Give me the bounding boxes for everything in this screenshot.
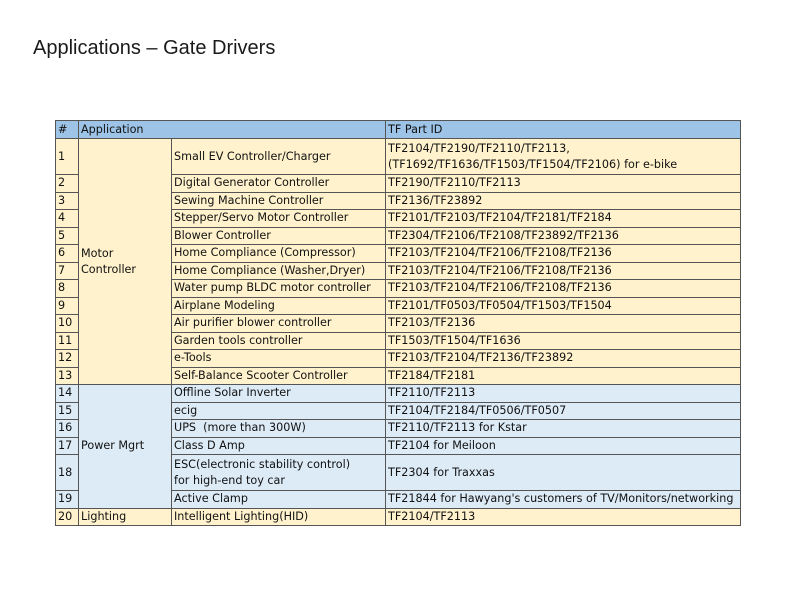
table-row <box>56 139 741 175</box>
row-number: 17 <box>56 437 79 455</box>
part-id-cell: TF2104/TF2184/TF0506/TF0507 <box>386 402 741 420</box>
row-number: 9 <box>56 297 79 315</box>
row-number: 18 <box>56 455 79 491</box>
part-id-line: (TF1692/TF1636/TF1503/TF1504/TF2106) for e-bike <box>388 157 678 171</box>
applications-table <box>55 120 741 526</box>
part-id-cell: TF2103/TF2104/TF2106/TF2108/TF2136 <box>386 280 741 298</box>
category-lighting: Lighting <box>79 508 172 526</box>
category-label: Controller <box>81 262 137 276</box>
part-id-cell: TF2190/TF2110/TF2113 <box>386 175 741 193</box>
part-id-cell: TF2103/TF2104/TF2106/TF2108/TF2136 <box>386 262 741 280</box>
application-cell: Self-Balance Scooter Controller <box>172 367 386 385</box>
row-number: 2 <box>56 175 79 193</box>
part-id-cell: TF2304/TF2106/TF2108/TF23892/TF2136 <box>386 227 741 245</box>
row-number: 20 <box>56 508 79 526</box>
application-cell: Intelligent Lighting(HID) <box>172 508 386 526</box>
row-number: 19 <box>56 491 79 509</box>
row-number: 1 <box>56 139 79 175</box>
application-cell: Class D Amp <box>172 437 386 455</box>
part-id-cell: TF2101/TF0503/TF0504/TF1503/TF1504 <box>386 297 741 315</box>
category-label: Motor <box>81 246 114 260</box>
row-number: 16 <box>56 420 79 438</box>
row-number: 11 <box>56 332 79 350</box>
part-id-cell: TF2136/TF23892 <box>386 192 741 210</box>
application-cell: Home Compliance (Compressor) <box>172 245 386 263</box>
application-cell: UPS (more than 300W) <box>172 420 386 438</box>
part-id-cell: TF2304 for Traxxas <box>386 455 741 491</box>
part-id-cell: TF2110/TF2113 <box>386 385 741 403</box>
row-number: 4 <box>56 210 79 228</box>
row-number: 13 <box>56 367 79 385</box>
row-number: 8 <box>56 280 79 298</box>
application-cell: Sewing Machine Controller <box>172 192 386 210</box>
application-cell: Garden tools controller <box>172 332 386 350</box>
part-id-cell: TF2103/TF2104/TF2106/TF2108/TF2136 <box>386 245 741 263</box>
row-number: 10 <box>56 315 79 333</box>
row-number: 5 <box>56 227 79 245</box>
application-cell: Active Clamp <box>172 491 386 509</box>
application-cell: Air purifier blower controller <box>172 315 386 333</box>
header-application: Application <box>79 121 386 139</box>
application-cell: Digital Generator Controller <box>172 175 386 193</box>
header-number: # <box>56 121 79 139</box>
application-cell: Stepper/Servo Motor Controller <box>172 210 386 228</box>
application-cell: Water pump BLDC motor controller <box>172 280 386 298</box>
row-number: 6 <box>56 245 79 263</box>
part-id-cell: TF2101/TF2103/TF2104/TF2181/TF2184 <box>386 210 741 228</box>
application-cell: ecig <box>172 402 386 420</box>
application-line: ESC(electronic stability control) <box>174 457 351 471</box>
part-id-cell: TF2104 for Meiloon <box>386 437 741 455</box>
part-id-cell: TF21844 for Hawyang's customers of TV/Monitors/networking <box>386 491 741 509</box>
part-id-cell: TF2184/TF2181 <box>386 367 741 385</box>
application-cell: Airplane Modeling <box>172 297 386 315</box>
part-id-cell: TF1503/TF1504/TF1636 <box>386 332 741 350</box>
category-power-mgrt: Power Mgrt <box>79 385 172 509</box>
part-id-cell <box>386 139 741 175</box>
header-part-id: TF Part ID <box>386 121 741 139</box>
row-number: 12 <box>56 350 79 368</box>
part-id-cell: TF2110/TF2113 for Kstar <box>386 420 741 438</box>
application-cell: Home Compliance (Washer,Dryer) <box>172 262 386 280</box>
table-row <box>56 385 741 403</box>
row-number: 14 <box>56 385 79 403</box>
part-id-cell: TF2103/TF2136 <box>386 315 741 333</box>
category-motor-controller <box>79 139 172 385</box>
part-id-cell: TF2103/TF2104/TF2136/TF23892 <box>386 350 741 368</box>
row-number: 3 <box>56 192 79 210</box>
table-header-row <box>56 121 741 139</box>
row-number: 7 <box>56 262 79 280</box>
application-cell: Blower Controller <box>172 227 386 245</box>
application-cell: Offline Solar Inverter <box>172 385 386 403</box>
application-line: for high-end toy car <box>174 473 286 487</box>
part-id-line: TF2104/TF2190/TF2110/TF2113, <box>388 141 570 155</box>
page-title: Applications – Gate Drivers <box>33 37 276 59</box>
application-cell: e-Tools <box>172 350 386 368</box>
part-id-cell: TF2104/TF2113 <box>386 508 741 526</box>
application-cell <box>172 455 386 491</box>
row-number: 15 <box>56 402 79 420</box>
table-row <box>56 508 741 526</box>
application-cell: Small EV Controller/Charger <box>172 139 386 175</box>
